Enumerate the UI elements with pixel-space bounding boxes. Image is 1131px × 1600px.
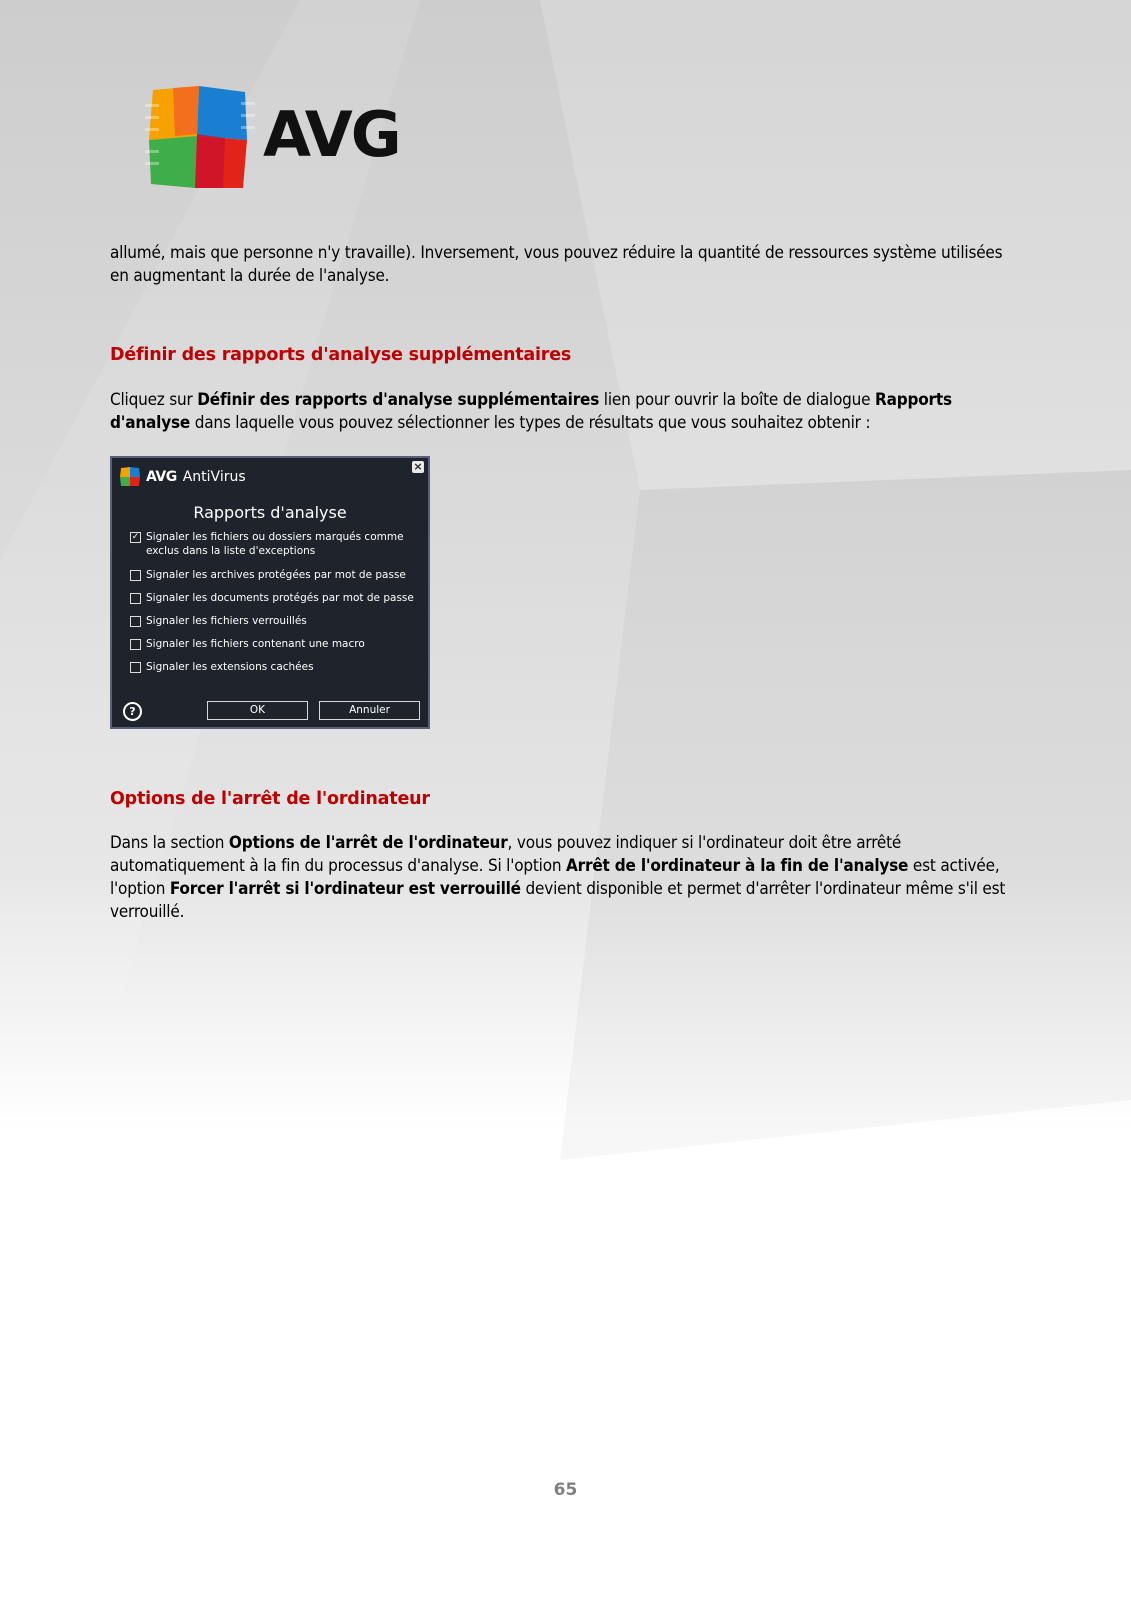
reports-paragraph-text: Cliquez sur xyxy=(110,390,198,410)
reports-dialog-name: Rapports d'analyse xyxy=(110,390,952,433)
page-number: 65 xyxy=(553,1480,578,1500)
dialog-brand: AVG xyxy=(146,469,177,485)
close-icon[interactable]: × xyxy=(413,460,423,473)
checkbox-unchecked[interactable] xyxy=(130,662,141,673)
option-label: Signaler les extensions cachées xyxy=(146,661,314,673)
option-label: Signaler les fichiers ou dossiers marqués comme exclus dans la liste d'exceptions xyxy=(146,531,404,557)
section-heading-reports: Définir des rapports d'analyse supplémentaires xyxy=(110,345,572,365)
checkbox-unchecked[interactable] xyxy=(130,593,141,604)
shutdown-section-name: Options de l'arrêt de l'ordinateur xyxy=(228,833,508,853)
option-row-protected-documents[interactable] xyxy=(130,591,415,605)
reports-paragraph-text: lien pour ouvrir la boîte de dialogue xyxy=(599,390,875,410)
option-label: Signaler les documents protégés par mot de passe xyxy=(146,592,414,604)
force-shutdown-option-name: Forcer l'arrêt si l'ordinateur est verrouillé xyxy=(169,879,521,899)
checkbox-checked[interactable]: ✓ xyxy=(131,532,140,542)
option-row-macro-files[interactable] xyxy=(130,637,415,651)
section-heading-shutdown: Options de l'arrêt de l'ordinateur xyxy=(110,789,430,809)
shutdown-paragraph-text: , vous pouvez indiquer si l'ordinateur doit être arrêté automatiquement à la fin du processus d'analyse. Si l'option xyxy=(110,833,902,876)
checkbox-unchecked[interactable] xyxy=(130,639,141,650)
dialog-header xyxy=(120,466,246,488)
option-label: Signaler les fichiers verrouillés xyxy=(146,615,307,627)
shutdown-paragraph xyxy=(110,832,1010,924)
shutdown-paragraph-text: Dans la section xyxy=(110,833,229,853)
ok-button[interactable]: OK xyxy=(207,701,308,720)
option-row-excluded[interactable] xyxy=(130,530,415,558)
shutdown-paragraph-text: devient disponible et permet d'arrêter l'ordinateur même s'il est verrouillé. xyxy=(110,879,1006,922)
help-icon[interactable]: ? xyxy=(123,702,142,721)
reports-link-name: Définir des rapports d'analyse supplémentaires xyxy=(197,390,600,410)
checkbox-unchecked[interactable] xyxy=(130,570,141,581)
reports-paragraph xyxy=(110,389,1010,435)
reports-paragraph-text: dans laquelle vous pouvez sélectionner les types de résultats que vous souhaitez obtenir : xyxy=(190,413,871,433)
dialog-title: Rapports d'analyse xyxy=(193,503,347,522)
avg-logo xyxy=(145,84,415,196)
shutdown-paragraph-text: est activée, l'option xyxy=(110,856,1000,899)
avg-flag-icon xyxy=(120,467,140,487)
avg-logo-wordmark: AVG xyxy=(263,98,400,171)
option-label: Signaler les fichiers contenant une macro xyxy=(146,638,365,650)
cancel-button[interactable]: Annuler xyxy=(319,701,420,720)
option-row-protected-archives[interactable] xyxy=(130,568,415,582)
shutdown-option-name: Arrêt de l'ordinateur à la fin de l'analyse xyxy=(566,856,909,876)
option-row-locked-files[interactable] xyxy=(130,614,415,628)
option-row-hidden-extensions[interactable] xyxy=(130,660,415,674)
dialog-product-name: AntiVirus xyxy=(182,469,246,485)
option-label: Signaler les archives protégées par mot de passe xyxy=(146,569,406,581)
scan-reports-dialog xyxy=(110,456,430,729)
intro-paragraph: allumé, mais que personne n'y travaille). Inversement, vous pouvez réduire la quantité de ressources système utilisées en augmentant la durée de l'analyse. xyxy=(110,243,1003,286)
checkbox-unchecked[interactable] xyxy=(130,616,141,627)
avg-flag-icon xyxy=(145,84,255,196)
